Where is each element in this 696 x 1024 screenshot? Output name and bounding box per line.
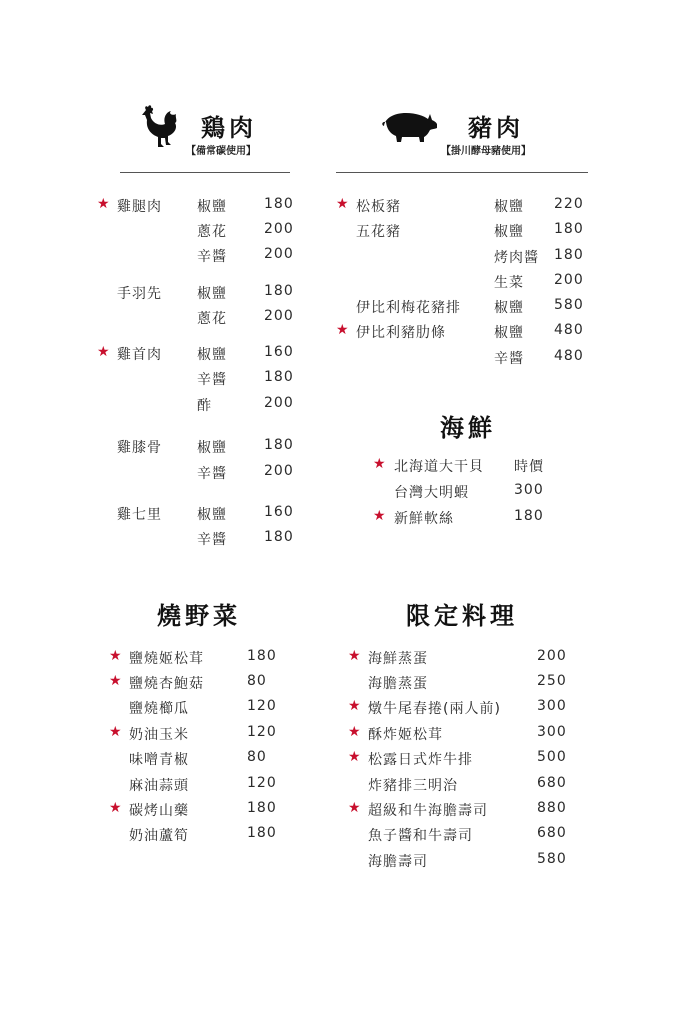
menu-item-flavor: 椒鹽	[197, 440, 227, 456]
menu-item-name: 炸豬排三明治	[368, 778, 458, 794]
menu-item-price: 120	[247, 724, 277, 740]
menu-item-flavor: 辛醬	[197, 532, 227, 548]
menu-item-name: 海鮮蒸蛋	[368, 651, 428, 667]
star-icon: ★	[373, 456, 386, 472]
menu-item-name: 伊比利豬肋條	[356, 325, 446, 341]
menu-item-price: 680	[537, 825, 567, 841]
menu-item-price: 80	[247, 749, 267, 765]
star-icon: ★	[348, 749, 361, 765]
menu-item-name: 松板豬	[356, 199, 401, 215]
menu-item-flavor: 椒鹽	[494, 300, 524, 316]
menu-item-price: 200	[554, 272, 584, 288]
menu-item-price: 200	[264, 246, 294, 262]
menu-item-name: 碳烤山藥	[129, 803, 189, 819]
chicken-title: 鶏肉	[201, 113, 257, 142]
menu-item-name: 魚子醬和牛壽司	[368, 828, 473, 844]
star-icon: ★	[348, 648, 361, 664]
menu-item-flavor: 椒鹽	[197, 347, 227, 363]
menu-item-flavor: 辛醬	[197, 466, 227, 482]
menu-item-price: 160	[264, 344, 294, 360]
menu-item-price: 680	[537, 775, 567, 791]
menu-item-price: 200	[264, 221, 294, 237]
menu-item-flavor: 椒鹽	[197, 286, 227, 302]
menu-item-price: 180	[264, 529, 294, 545]
menu-item-name: 超級和牛海膽壽司	[368, 803, 488, 819]
menu-item-price: 200	[264, 395, 294, 411]
menu-item-name: 松露日式炸牛排	[368, 752, 473, 768]
vegetables-title: 燒野菜	[157, 601, 241, 630]
menu-item-name: 鹽燒杏鮑菇	[129, 676, 204, 692]
menu-item-flavor: 蔥花	[197, 311, 227, 327]
limited-title: 限定料理	[406, 601, 518, 630]
menu-item-flavor: 椒鹽	[197, 507, 227, 523]
menu-item-name: 手羽先	[117, 286, 162, 302]
menu-item-price: 580	[537, 851, 567, 867]
menu-item-name: 台灣大明蝦	[394, 485, 469, 501]
menu-item-name: 酥炸姬松茸	[368, 727, 443, 743]
menu-item-name: 海膽蒸蛋	[368, 676, 428, 692]
menu-item-flavor: 生菜	[494, 275, 524, 291]
menu-item-price: 180	[264, 369, 294, 385]
menu-item-price: 180	[554, 221, 584, 237]
menu-item-price: 120	[247, 698, 277, 714]
menu-item-price: 120	[247, 775, 277, 791]
menu-item-price: 180	[264, 196, 294, 212]
menu-item-price: 180	[247, 825, 277, 841]
star-icon: ★	[348, 800, 361, 816]
menu-item-name: 奶油蘆筍	[129, 828, 189, 844]
menu-item-name: 海膽壽司	[368, 854, 428, 870]
menu-item-flavor: 辛醬	[197, 372, 227, 388]
menu-item-price: 160	[264, 504, 294, 520]
menu-item-name: 伊比利梅花豬排	[356, 300, 461, 316]
menu-item-name: 鹽燒櫛瓜	[129, 701, 189, 717]
star-icon: ★	[109, 648, 122, 664]
menu-item-price: 500	[537, 749, 567, 765]
pork-title: 豬肉	[468, 113, 524, 142]
menu-item-name: 雞腿肉	[117, 199, 162, 215]
menu-item-price: 200	[537, 648, 567, 664]
menu-item-name: 雞首肉	[117, 347, 162, 363]
menu-item-flavor: 烤肉醬	[494, 250, 539, 266]
star-icon: ★	[336, 322, 349, 338]
pig-icon	[380, 108, 438, 144]
menu-item-price: 580	[554, 297, 584, 313]
menu-item-name: 新鮮軟絲	[394, 511, 454, 527]
menu-item-name: 麻油蒜頭	[129, 778, 189, 794]
pork-subtitle: 【掛川酵母豬使用】	[441, 146, 531, 157]
menu-item-name: 雞膝骨	[117, 440, 162, 456]
menu-item-price: 180	[264, 437, 294, 453]
menu-item-flavor: 椒鹽	[494, 199, 524, 215]
seafood-title: 海鮮	[440, 413, 496, 442]
menu-item-price: 180	[264, 283, 294, 299]
menu-item-flavor: 椒鹽	[197, 199, 227, 215]
menu-item-price: 250	[537, 673, 567, 689]
chicken-subtitle: 【備常碳使用】	[186, 146, 256, 157]
star-icon: ★	[109, 800, 122, 816]
menu-item-price: 80	[247, 673, 267, 689]
menu-item-name: 雞七里	[117, 507, 162, 523]
menu-item-flavor: 椒鹽	[494, 325, 524, 341]
menu-item-price: 880	[537, 800, 567, 816]
menu-item-flavor: 辛醬	[494, 351, 524, 367]
menu-item-name: 鹽燒姬松茸	[129, 651, 204, 667]
menu-item-name: 五花豬	[356, 224, 401, 240]
menu-item-price: 480	[554, 322, 584, 338]
star-icon: ★	[97, 344, 110, 360]
menu-item-price: 200	[264, 463, 294, 479]
chicken-divider	[120, 172, 290, 173]
star-icon: ★	[109, 673, 122, 689]
menu-item-price: 180	[247, 648, 277, 664]
menu-item-flavor: 辛醬	[197, 249, 227, 265]
menu-item-name: 燉牛尾春捲(兩人前)	[368, 701, 501, 717]
menu-item-name: 奶油玉米	[129, 727, 189, 743]
menu-item-price: 200	[264, 308, 294, 324]
menu-item-price: 時價	[514, 459, 544, 475]
menu-item-price: 180	[247, 800, 277, 816]
pork-divider	[336, 172, 588, 173]
menu-item-flavor: 椒鹽	[494, 224, 524, 240]
menu-item-name: 北海道大干貝	[394, 459, 484, 475]
menu-item-price: 300	[537, 724, 567, 740]
star-icon: ★	[348, 698, 361, 714]
star-icon: ★	[373, 508, 386, 524]
menu-item-price: 180	[554, 247, 584, 263]
star-icon: ★	[336, 196, 349, 212]
menu-item-flavor: 酢	[197, 398, 212, 414]
menu-item-price: 180	[514, 508, 544, 524]
menu-item-price: 220	[554, 196, 584, 212]
menu-item-price: 300	[537, 698, 567, 714]
star-icon: ★	[109, 724, 122, 740]
star-icon: ★	[97, 196, 110, 212]
menu-item-price: 300	[514, 482, 544, 498]
menu-item-flavor: 蔥花	[197, 224, 227, 240]
star-icon: ★	[348, 724, 361, 740]
rooster-icon	[138, 104, 180, 150]
menu-item-price: 480	[554, 348, 584, 364]
menu-item-name: 味噌青椒	[129, 752, 189, 768]
